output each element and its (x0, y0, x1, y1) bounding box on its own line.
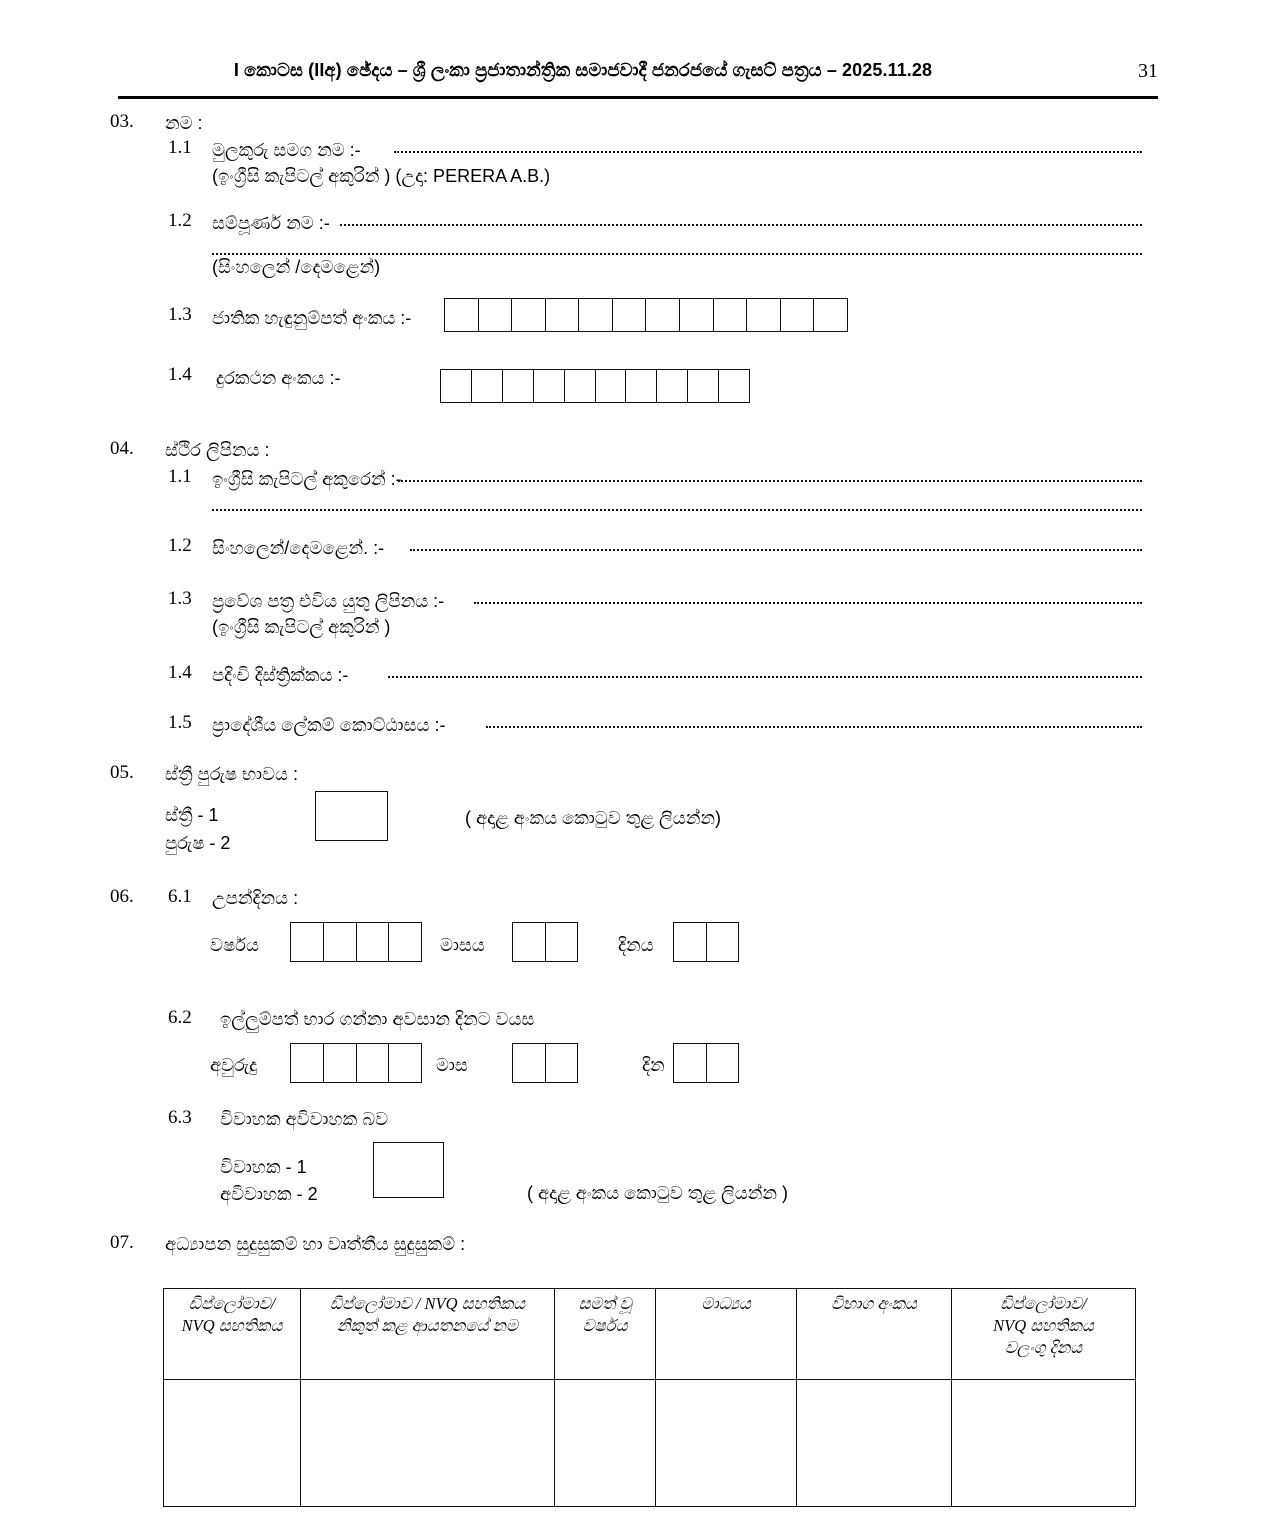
col-header-institution-line1: ඩිප්ලෝමාව / NVQ සහතිකය (329, 1294, 526, 1313)
addr-1-4-label: පදිංචි දිස්ත්‍රික්කය :- (212, 665, 349, 685)
birth-year-label: වර්ෂය (210, 935, 259, 955)
col-header-valid-date (952, 1289, 1136, 1380)
addr-1-2-number: 1.2 (168, 535, 192, 556)
cell-institution[interactable] (301, 1380, 555, 1507)
col-header-exam-number-line1: විභාග අංකය (831, 1294, 917, 1313)
section-05-number: 05. (110, 762, 134, 783)
gender-note: ( අදාළ අංකය කොටුව තුළ ලියන්න) (465, 808, 721, 828)
section-07-title: අධ්‍යාපන සුදුසුකම් හා වෘත්තීය සුදුසුකම් : (165, 1234, 466, 1254)
birth-month-cell[interactable] (546, 923, 578, 961)
phone-cell[interactable] (534, 370, 565, 402)
marital-note: ( අදාළ අංකය කොටුව තුළ ලියන්න ) (527, 1183, 788, 1203)
birth-day-cell[interactable] (674, 923, 707, 961)
addr-1-1-number: 1.1 (168, 466, 192, 487)
addr-1-4-number: 1.4 (168, 662, 192, 683)
phone-number-boxes[interactable] (440, 369, 750, 403)
birth-year-cell[interactable] (291, 923, 324, 961)
item-6-1-label: උපන්දිනය : (212, 888, 299, 908)
addr-1-3-hint: (ඉංග්‍රීසි කැපිටල් අකුරින් ) (212, 617, 391, 637)
birth-year-cell[interactable] (389, 923, 421, 961)
item-1-1-hint: (ඉංග්‍රීසි කැපිටල් අකුරින් ) (උදා: PERERA A.B.) (212, 166, 551, 186)
nic-cell[interactable] (747, 299, 781, 331)
item-1-4-number: 1.4 (168, 364, 192, 385)
age-months-cell[interactable] (546, 1044, 578, 1082)
nic-cell[interactable] (613, 299, 647, 331)
phone-cell[interactable] (503, 370, 534, 402)
phone-cell[interactable] (657, 370, 688, 402)
item-1-2-hint: (සිංහලෙන් /දෙමළෙන්) (212, 257, 381, 277)
age-days-cell[interactable] (707, 1044, 739, 1082)
col-header-diploma (164, 1289, 301, 1380)
col-header-year-passed-line2: වර්ෂය (582, 1316, 628, 1335)
item-1-1-input-line[interactable] (394, 131, 1142, 153)
col-header-exam-number (797, 1289, 952, 1380)
nic-cell[interactable] (814, 299, 847, 331)
item-6-3-label: විවාහක අවිවාහක බව (220, 1109, 389, 1129)
age-years-boxes[interactable] (290, 1043, 422, 1083)
section-03-number: 03. (110, 111, 134, 132)
item-1-3-number: 1.3 (168, 304, 192, 325)
item-1-2-label: සම්පූර්ණ නම :- (212, 213, 330, 233)
marital-answer-box[interactable] (373, 1142, 444, 1198)
section-05-title: ස්ත්‍රී පුරුෂ භාවය : (165, 764, 298, 784)
nic-number-boxes[interactable] (444, 298, 848, 332)
age-days-label: දින (642, 1055, 665, 1075)
age-days-cell[interactable] (674, 1044, 707, 1082)
phone-cell[interactable] (472, 370, 503, 402)
col-header-diploma-line1: ඩිප්ලෝමාව/ (188, 1294, 276, 1313)
nic-cell[interactable] (781, 299, 815, 331)
col-header-year-passed (555, 1289, 656, 1380)
section-03-title: නම : (165, 113, 203, 133)
nic-cell[interactable] (714, 299, 748, 331)
col-header-medium (656, 1289, 797, 1380)
page-number: 31 (1138, 60, 1158, 82)
birth-month-boxes[interactable] (512, 922, 578, 962)
section-06-number: 06. (110, 886, 134, 907)
addr-1-3-label: ප්‍රවේශ පත්‍ර එවිය යුතු ලිපිනය :- (212, 591, 445, 611)
phone-cell[interactable] (441, 370, 472, 402)
marital-option-married: විවාහක - 1 (220, 1157, 307, 1177)
nic-cell[interactable] (680, 299, 714, 331)
birth-year-cell[interactable] (357, 923, 390, 961)
item-6-2-label: ඉල්ලුම්පත් භාර ගන්නා අවසාන දිනට වයස (220, 1009, 535, 1029)
phone-cell[interactable] (719, 370, 749, 402)
addr-1-2-input-line[interactable] (410, 529, 1142, 551)
cell-diploma[interactable] (164, 1380, 301, 1507)
gender-option-male: පුරුෂ - 2 (165, 833, 231, 853)
nic-cell[interactable] (579, 299, 613, 331)
birth-month-label: මාසය (440, 935, 485, 955)
nic-cell[interactable] (445, 299, 479, 331)
birth-year-cell[interactable] (324, 923, 357, 961)
age-years-cell[interactable] (291, 1044, 324, 1082)
item-1-2-number: 1.2 (168, 210, 192, 231)
qualifications-table (163, 1288, 1136, 1507)
col-header-medium-line1: මාධ්‍යය (701, 1294, 751, 1313)
nic-cell[interactable] (512, 299, 546, 331)
birth-month-cell[interactable] (513, 923, 546, 961)
phone-cell[interactable] (688, 370, 719, 402)
item-1-3-label: ජාතික හැඳුනුම්පත් අංකය :- (212, 308, 412, 328)
phone-cell[interactable] (565, 370, 596, 402)
age-years-cell[interactable] (324, 1044, 357, 1082)
addr-1-2-label: සිංහලෙන්/දෙමළෙන්. :- (212, 538, 385, 558)
col-header-valid-date-line2: NVQ සහතිකය (993, 1316, 1094, 1335)
addr-1-1-label: ඉංග්‍රීසි කැපිටල් අකුරෙන් :- (212, 469, 402, 489)
col-header-valid-date-line1: ඩිප්ලෝමාව/ (1000, 1294, 1087, 1313)
birth-day-cell[interactable] (707, 923, 739, 961)
phone-cell[interactable] (626, 370, 657, 402)
cell-year-passed[interactable] (555, 1380, 656, 1507)
addr-1-5-label: ප්‍රාදේශීය ලේකම් කොට්ඨාසය :- (212, 715, 446, 735)
nic-cell[interactable] (546, 299, 580, 331)
item-6-2-number: 6.2 (168, 1007, 192, 1028)
item-1-2-input-line-1[interactable] (340, 204, 1142, 226)
col-header-institution-line2: නිකුත් කළ ආයතනයේ නම (337, 1316, 518, 1335)
age-months-boxes[interactable] (512, 1043, 578, 1083)
cell-exam-number[interactable] (797, 1380, 952, 1507)
item-1-1-label: මුලකුරු සමග නම :- (212, 140, 361, 160)
section-07-number: 07. (110, 1232, 134, 1253)
birth-day-label: දිනය (618, 935, 654, 955)
page-title: I කොටස (IIඅ) ඡේදය – ශ්‍රී ලංකා ප්‍රජාතාන්ත්‍රික සමාජවාදී ජනරජයේ ගැසට් පත්‍රය – 2025.11.28 (233, 60, 933, 80)
phone-cell[interactable] (596, 370, 627, 402)
addr-1-3-number: 1.3 (168, 588, 192, 609)
col-header-year-passed-line1: සමත් වූ (578, 1294, 632, 1313)
addr-1-1-input-line-2[interactable] (212, 489, 1142, 511)
age-years-cell[interactable] (357, 1044, 390, 1082)
marital-option-unmarried: අවිවාහක - 2 (220, 1184, 318, 1204)
age-years-label: අවුරුදු (210, 1055, 258, 1075)
birth-year-boxes[interactable] (290, 922, 422, 962)
age-months-label: මාස (436, 1055, 468, 1075)
addr-1-4-input-line[interactable] (388, 656, 1142, 678)
header-divider (118, 96, 1158, 99)
addr-1-1-input-line-1[interactable] (398, 460, 1142, 482)
table-header-row (164, 1289, 1136, 1380)
gender-option-female: ස්ත්‍රී - 1 (165, 805, 219, 825)
page-header (118, 60, 1158, 100)
age-months-cell[interactable] (513, 1044, 546, 1082)
nic-cell[interactable] (646, 299, 680, 331)
item-6-1-number: 6.1 (168, 886, 192, 907)
section-04-title: ස්ථිර ලිපිනය : (165, 440, 270, 460)
nic-cell[interactable] (479, 299, 513, 331)
item-1-1-number: 1.1 (168, 137, 192, 158)
col-header-diploma-line2: NVQ සහතිකය (181, 1316, 283, 1335)
gender-answer-box[interactable] (315, 791, 388, 841)
addr-1-5-input-line[interactable] (486, 706, 1142, 728)
col-header-institution (301, 1289, 555, 1380)
cell-medium[interactable] (656, 1380, 797, 1507)
cell-valid-date[interactable] (952, 1380, 1136, 1507)
age-years-cell[interactable] (389, 1044, 421, 1082)
col-header-valid-date-line3: වලංගු දිනය (1004, 1338, 1083, 1357)
addr-1-5-number: 1.5 (168, 712, 192, 733)
item-6-3-number: 6.3 (168, 1107, 192, 1128)
addr-1-3-input-line[interactable] (474, 582, 1142, 604)
section-04-number: 04. (110, 438, 134, 459)
age-days-boxes[interactable] (673, 1043, 739, 1083)
item-1-4-label: දුරකථන අංකය :- (216, 368, 341, 388)
birth-day-boxes[interactable] (673, 922, 739, 962)
table-row[interactable] (164, 1380, 1136, 1507)
